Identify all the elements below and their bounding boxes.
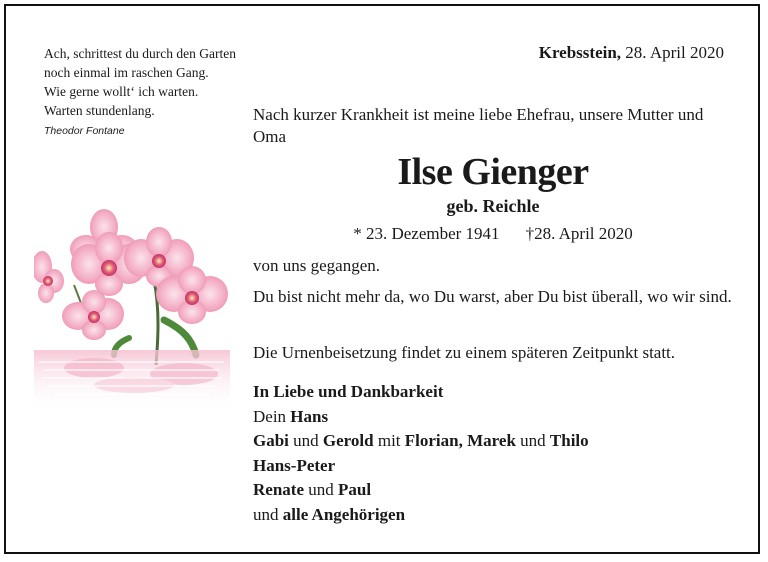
- burial-note: Die Urnenbeisetzung findet zu einem späteren Zeitpunkt statt.: [253, 343, 676, 362]
- family-line: [253, 478, 733, 503]
- place-date: [539, 43, 724, 63]
- poem: [44, 44, 236, 141]
- life-dates: [253, 224, 733, 244]
- family-line: [253, 405, 733, 430]
- death-date: †28. April 2020: [525, 224, 633, 243]
- date: 28. April 2020: [625, 43, 724, 62]
- family-text: mit: [373, 431, 405, 450]
- family-member: Hans: [290, 406, 329, 426]
- family-text: und: [515, 431, 550, 450]
- family-member: Paul: [337, 480, 372, 499]
- family-member: Thilo: [549, 431, 589, 450]
- poem-line: Ach, schrittest du durch den Garten: [44, 46, 236, 61]
- orchid-flower-image: [34, 190, 230, 412]
- family-signature: [253, 380, 733, 527]
- birth-date: * 23. Dezember 1941: [353, 224, 500, 243]
- passed-text: von uns gegangen.: [253, 256, 381, 275]
- poem-line: Warten stundenlang.: [44, 103, 155, 118]
- family-member: Marek: [467, 431, 516, 450]
- family-member: Hans-Peter: [253, 455, 336, 475]
- family-member: Gabi: [253, 431, 289, 450]
- family-text: und: [253, 504, 283, 524]
- family-member: Renate: [253, 480, 304, 499]
- family-member: Gerold: [322, 431, 374, 450]
- poem-line: Wie gerne wollt‘ ich warten.: [44, 84, 199, 99]
- poem-author: Theodor Fontane: [44, 125, 125, 137]
- family-line: [253, 503, 733, 528]
- family-text: Dein: [253, 406, 291, 426]
- family-text: und: [288, 431, 323, 450]
- family-line: [253, 454, 733, 479]
- poem-line: noch einmal im raschen Gang.: [44, 65, 209, 80]
- place: Krebsstein,: [538, 43, 622, 62]
- maiden-name: geb. Reichle: [446, 196, 540, 216]
- family-heading: In Liebe und Dankbarkeit: [253, 382, 444, 401]
- deceased-name: Ilse Gienger: [397, 151, 589, 193]
- family-member: alle Angehörigen: [282, 504, 406, 524]
- intro-text: Nach kurzer Krankheit ist meine liebe Ehefrau, unsere Mutter und Oma: [253, 105, 704, 146]
- family-line: [253, 429, 733, 454]
- family-text: und: [303, 480, 338, 499]
- quote-text: Du bist nicht mehr da, wo Du warst, aber Du bist überall, wo wir sind.: [253, 287, 732, 306]
- family-member: Florian,: [404, 431, 463, 450]
